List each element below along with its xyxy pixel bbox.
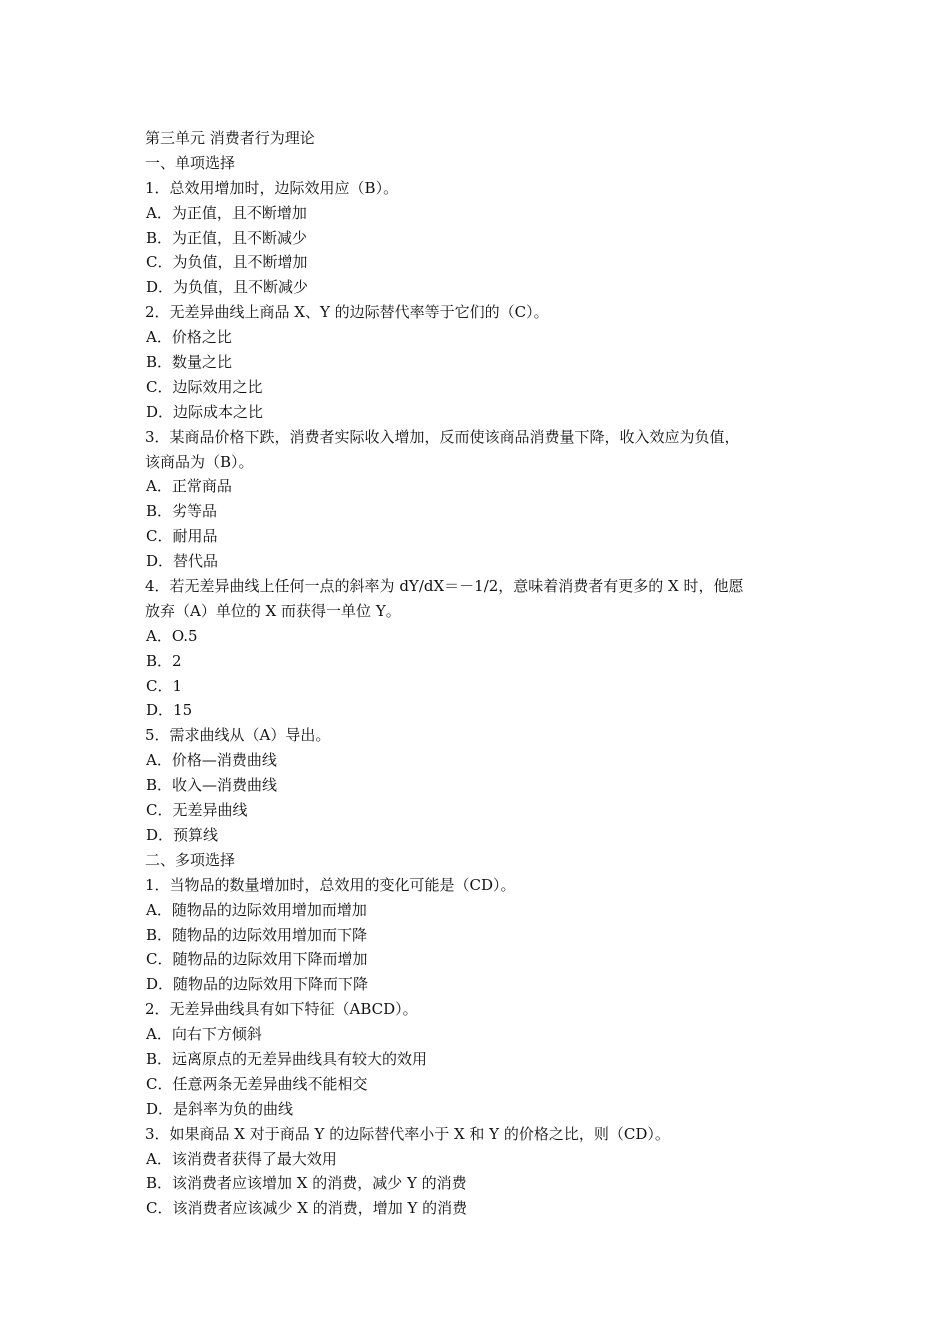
answer-option: A．为正值，且不断增加 — [146, 203, 307, 222]
answer-option: B．2 — [146, 651, 182, 670]
question-text: 2．无差异曲线上商品 X、Y 的边际替代率等于它们的（C）。 — [145, 303, 549, 322]
question-text: 5．需求曲线从（A）导出。 — [145, 726, 331, 745]
answer-option: D．为负值，且不断减少 — [146, 278, 309, 297]
question-text: 1．当物品的数量增加时，总效用的变化可能是（CD）。 — [145, 875, 516, 894]
answer-option: C．该消费者应该减少 X 的消费，增加 Y 的消费 — [146, 1199, 468, 1218]
question-text: 3．某商品价格下跌，消费者实际收入增加，反而使该商品消费量下降，收入效应为负值， — [145, 427, 740, 446]
answer-option: D．替代品 — [146, 552, 219, 571]
answer-option: B．劣等品 — [146, 502, 218, 521]
answer-option: B．数量之比 — [146, 353, 233, 372]
answer-option: D．边际成本之比 — [146, 402, 264, 421]
document-page — [145, 126, 815, 1221]
question-text: 2．无差异曲线具有如下特征（ABCD）。 — [145, 1000, 418, 1019]
answer-option: B．该消费者应该增加 X 的消费，减少 Y 的消费 — [146, 1174, 467, 1193]
section-heading: 二、多项选择 — [145, 850, 236, 869]
answer-option: D．15 — [146, 701, 193, 720]
answer-option: A．O.5 — [146, 626, 198, 645]
answer-option: C．耐用品 — [146, 527, 218, 546]
question-text: 3．如果商品 X 对于商品 Y 的边际替代率小于 X 和 Y 的价格之比，则（CD）。 — [145, 1124, 670, 1143]
answer-option: C．为负值，且不断增加 — [146, 253, 308, 272]
question-text: 4．若无差异曲线上任何一点的斜率为 dY/dX＝－1/2，意味着消费者有更多的 X 时，他愿 — [145, 577, 744, 596]
answer-option: C．任意两条无差异曲线不能相交 — [146, 1074, 368, 1093]
answer-option: D．随物品的边际效用下降而下降 — [146, 975, 369, 994]
answer-option: D．预算线 — [146, 825, 219, 844]
answer-option: C．1 — [146, 676, 183, 695]
answer-option: A．价格之比 — [146, 328, 232, 347]
question-text: 放弃（A）单位的 X 而获得一单位 Y。 — [145, 601, 401, 620]
answer-option: A．正常商品 — [146, 477, 232, 496]
answer-option: D．是斜率为负的曲线 — [146, 1099, 294, 1118]
answer-option: C．无差异曲线 — [146, 801, 248, 820]
answer-option: A．随物品的边际效用增加而增加 — [146, 900, 367, 919]
answer-option: A．价格—消费曲线 — [146, 751, 277, 770]
document-body — [145, 151, 815, 1221]
answer-option: B．为正值，且不断减少 — [146, 228, 308, 247]
section-heading: 一、单项选择 — [145, 153, 236, 172]
question-text: 1．总效用增加时，边际效用应（B）。 — [145, 178, 399, 197]
answer-option: B．随物品的边际效用增加而下降 — [146, 925, 368, 944]
answer-option: B．收入—消费曲线 — [146, 776, 278, 795]
answer-option: C．随物品的边际效用下降而增加 — [146, 950, 368, 969]
answer-option: B．远离原点的无差异曲线具有较大的效用 — [146, 1049, 428, 1068]
document-title: 第三单元 消费者行为理论 — [145, 129, 315, 147]
answer-option: A．向右下方倾斜 — [146, 1025, 262, 1044]
question-text: 该商品为（B）。 — [145, 452, 254, 471]
answer-option: A．该消费者获得了最大效用 — [146, 1149, 337, 1168]
answer-option: C．边际效用之比 — [146, 377, 263, 396]
